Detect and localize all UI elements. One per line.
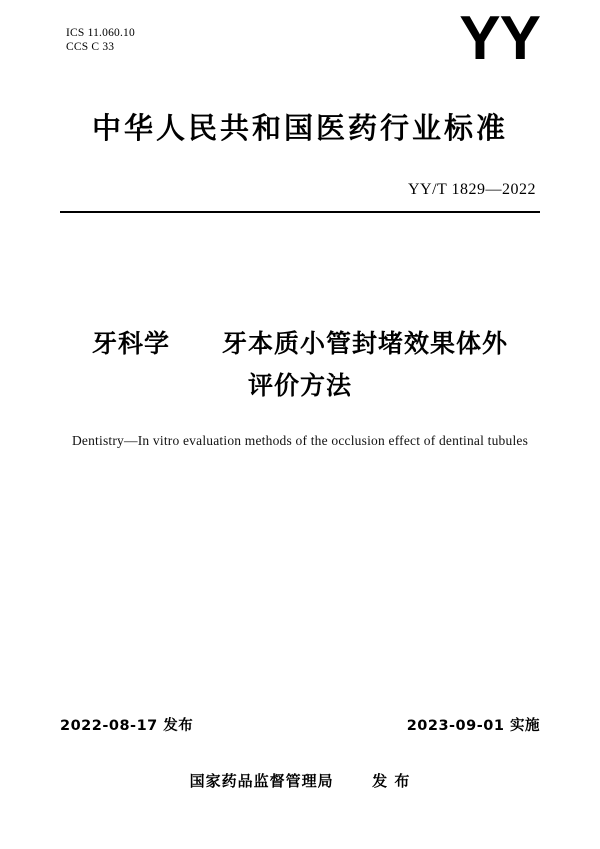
document-title-cn <box>60 323 540 407</box>
yy-logo: YY <box>459 4 540 73</box>
ccs-code: CCS C 33 <box>66 41 115 53</box>
issuer-line <box>0 770 600 791</box>
issuer-publish-label: 发 布 <box>372 772 411 790</box>
issuer-name: 国家药品监督管理局 <box>189 772 334 790</box>
document-title-en: Dentistry—In vitro evaluation methods of the occlusion effect of dentinal tubules <box>71 433 529 448</box>
ics-code: ICS 11.060.10 <box>66 27 135 39</box>
document-title-cn-line2: 评价方法 <box>247 371 352 400</box>
standard-number: YY/T 1829—2022 <box>407 181 536 198</box>
cover-header <box>60 0 540 96</box>
implementation-date: 2023-09-01 实施 <box>406 718 540 734</box>
date-row <box>60 714 540 735</box>
title-area <box>60 323 540 449</box>
authority-title: 中华人民共和国医药行业标准 <box>91 111 508 145</box>
document-title-cn-line1: 牙科学 牙本质小管封堵效果体外 <box>91 329 508 358</box>
ics-ccs-block <box>66 26 135 54</box>
header-divider <box>60 211 540 213</box>
issue-date: 2022-08-17 发布 <box>60 718 194 734</box>
